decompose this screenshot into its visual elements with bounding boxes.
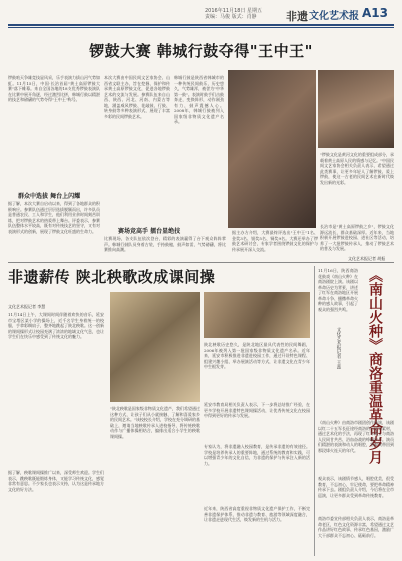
article1-text-col5: "锣鼓文化是黄河文化的重要组成部分，承载着黄土高原人民的情感与记忆。"中国民间文艺家协会相关负责人表示，希望通过此类赛事，让更多年轻人了解锣鼓、爱上锣鼓，使这一古老的民间艺术在新时代焕发出新的光彩。 [320, 152, 394, 185]
article2-text-col2: "陕北秧歌是国家级非物质文化遗产，我们希望通过这种方式，让孩子们从小就接触、了解和喜爱家乡的民间艺术。"该校校长介绍，学校在充分调研的基础上，邀请当地秧歌传承人进校指导，将传统秧歌动作与广播体操相结合，编排出适合小学生的秧歌课间操。 [110, 406, 200, 439]
drum-performance-photo [228, 70, 316, 228]
article1-subheading-1: 群众中选拔 舞台上闪耀 [18, 193, 81, 200]
article2-text-col3: 陕北秧歌历史悠久，是陕北地区最具代表性的民间舞蹈，2006年被列入第一批国家级非物质文化遗产名录。近年来，延安市积极推进非遗进校园工作，通过开设特色课程、组建兴趣小组、举办展演活动等方式，让非遗文化在青少年中生根发芽。 [204, 342, 310, 369]
side-text-3: 观众表示，该剧情节感人，唱腔优美，很受教育，不忘初心，牢记使命，要把革命精神传承下去。剧组负责人介绍，今后将在全市巡演，让更多群众受到革命传统教育。 [318, 476, 394, 498]
article1-text-col5b: 长治市是"黄土高原锣鼓之乡"，锣鼓文化源远流长，群众基础深厚。近年来，当地积极开展锣鼓进校园、进社区等活动，培养了一大批锣鼓传承人，推动了锣鼓艺术的普及与发展。 [320, 224, 394, 251]
article2-text-col3d: 近年来，陕西省高度重视非物质文化遗产保护工作，不断完善非遗保护体系，推动非遗与教育、旅游等领域深度融合，让非遗走进现代生活，焕发新的生机与活力。 [204, 506, 310, 522]
newspaper-brand: 文化艺术报 [309, 11, 359, 22]
article1-text-col2b: 比赛现场，各支队伍依次登台，精彩的表演赢得了台下观众阵阵掌声。韩城行鼓队员身着古装，手持鼓槌，鼓声如雷，气势磅礴，将比赛推向高潮。 [104, 236, 226, 252]
article-separator [8, 262, 394, 263]
article2-text-col1b: 据了解，秧歌课间操推广以来，深受师生欢迎。学生们表示，跳秧歌既能锻炼身体，又能学习传统文化，感觉非常有意思。不少家长也表示支持，认为这是传承地方文化的好方法。 [8, 470, 104, 492]
yangge-dance-photo [110, 292, 200, 402]
section-name: 非遗 [286, 10, 308, 23]
article2-author: 文化艺术报记者 李慧 [8, 304, 46, 309]
article1-text-col2: 本次大赛由中国民间文艺家协会、山西省文联主办，旨在挖掘、保护和传承黄土高原锣鼓文化，促进各地锣鼓艺术的交流与发展。参赛队伍来自山西、陕西、河北、河南、内蒙古等地，涵盖威风锣鼓、花敲鼓、行鼓、转身鼓等多种表演形式，展现了丰富多彩的民间锣鼓艺术。 [104, 75, 170, 119]
article1-text-col1: 锣鼓喧天争雄竞技显风采，乐手表演力拔山河气势如虹。11月15日，中国·长治首届"黄土高原锣鼓大赛"落下帷幕。来自全国各地的18支优秀锣鼓表演队在比赛中展开角逐，经过激烈比拼，韩城行鼓以精湛的技艺和磅礴的气势夺得"王中王"称号。 [8, 75, 100, 102]
header-rule-thin [8, 27, 394, 28]
article1-text-col4: 据主办方介绍，大赛最终评选出"王中王"1名、金奖3名、银奖5名、铜奖9名。大赛还举办了锣鼓艺术研讨会，专家学者围绕锣鼓文化的保护与传承展开深入交流。 [232, 230, 318, 252]
article2-text-col3c: 专家认为，将非遗融入校园教育，是传承非遗的有效途径。学校是培养传承人的重要阵地，通过系统的教育和实践，可以增强青少年的文化自信，为非遗的保护与传承注入新的活力。 [204, 444, 310, 466]
side-article-title: 《南山火种》商洛重温革命岁月 [367, 268, 383, 464]
article2-title: 非遗薪传 陕北秧歌改成课间操 [8, 268, 216, 286]
article1-credit: 文化艺术报记者 胡振 [348, 256, 386, 261]
drummers-photo [318, 70, 394, 148]
students-dancing-photo [204, 292, 310, 338]
article1-text-col3: 韩城行鼓是陕西省韩城市的一种传统民间鼓乐，历史悠久，气势雄浑，被誉为"中华第一鼓"。表演时鼓手们击鼓奔走，变换阵形，动作刚劲有力，鼓声震撼人心。2008年，韩城行鼓被列入国家级非物质文化遗产名录。 [174, 75, 224, 124]
article2-text-col3b: 延安市教育局相关负责人表示，下一步将总结推广经验，在更多学校开展非遗特色课间操活动，让优秀传统文化在校园中得到更好的传承与发展。 [204, 402, 310, 418]
issue-date: 2016年11月18日 星期五 责编：马俊 版式：肖静 [205, 8, 263, 20]
page-number: A13 [362, 6, 388, 20]
side-text-intro: 11月16日，陕西商洛花鼓戏《南山火种》在商洛剧院上演。该剧以革命历史为背景，讲述了红军在商洛地区开展革命斗争、播撒革命火种的感人故事，引起了观众的强烈共鸣。 [318, 268, 358, 312]
article1-text-col1b: 据了解，本次大赛自启动以来，得到了各地群众的积极响应。参赛队伍通过层层选拔脱颖而出，许多队员是普通农民、工人和学生，他们利用业余时间刻苦训练，把对锣鼓艺术的热爱带上舞台。评委表示，参赛队伍整体水平较高，既有对传统技艺的坚守，又有对表演形式的创新，展现了锣鼓文化旺盛的生命力。 [8, 201, 100, 234]
header-rule [8, 24, 394, 26]
article2-text-col1: 11月14日上午，大课间时间伴随着欢快的音乐，延安市宝塔区某小学的操场上，近千名学生身着统一的校服，手拿彩绸扇子，整齐地跳起了陕北秧歌。这一创新的课间操形式让校园充满了浓浓的地域文化气息，也让学生们在快乐中感受到了传统文化的魅力。 [8, 312, 104, 339]
article1-subheading-2: 赛场竞高手 擂台显绝技 [118, 228, 181, 235]
side-article-author: 文化艺术报记者 王蕊 [336, 327, 341, 369]
article1-title: 锣鼓大赛 韩城行鼓夺得"王中王" [89, 42, 313, 60]
column-divider [314, 266, 315, 556]
side-text-2: 《南山火种》由商洛市剧团创作排演，该剧以红二十五军长征途经商洛的历史为素材，通过艺术化的手法，再现了红军战士与商洛人民同甘共苦、浴血奋战的峥嵘岁月。演员们精湛的表演和动人的唱腔，将观众带回到那段烽火连天的年代。 [318, 420, 394, 453]
side-text-4: 商洛市委宣传部相关负责人表示，商洛是革命老区，红色文化资源丰富，希望通过文艺作品讲好红色故事、传承红色基因，激励广大干部群众不忘初心、砥砺前行。 [318, 516, 394, 538]
